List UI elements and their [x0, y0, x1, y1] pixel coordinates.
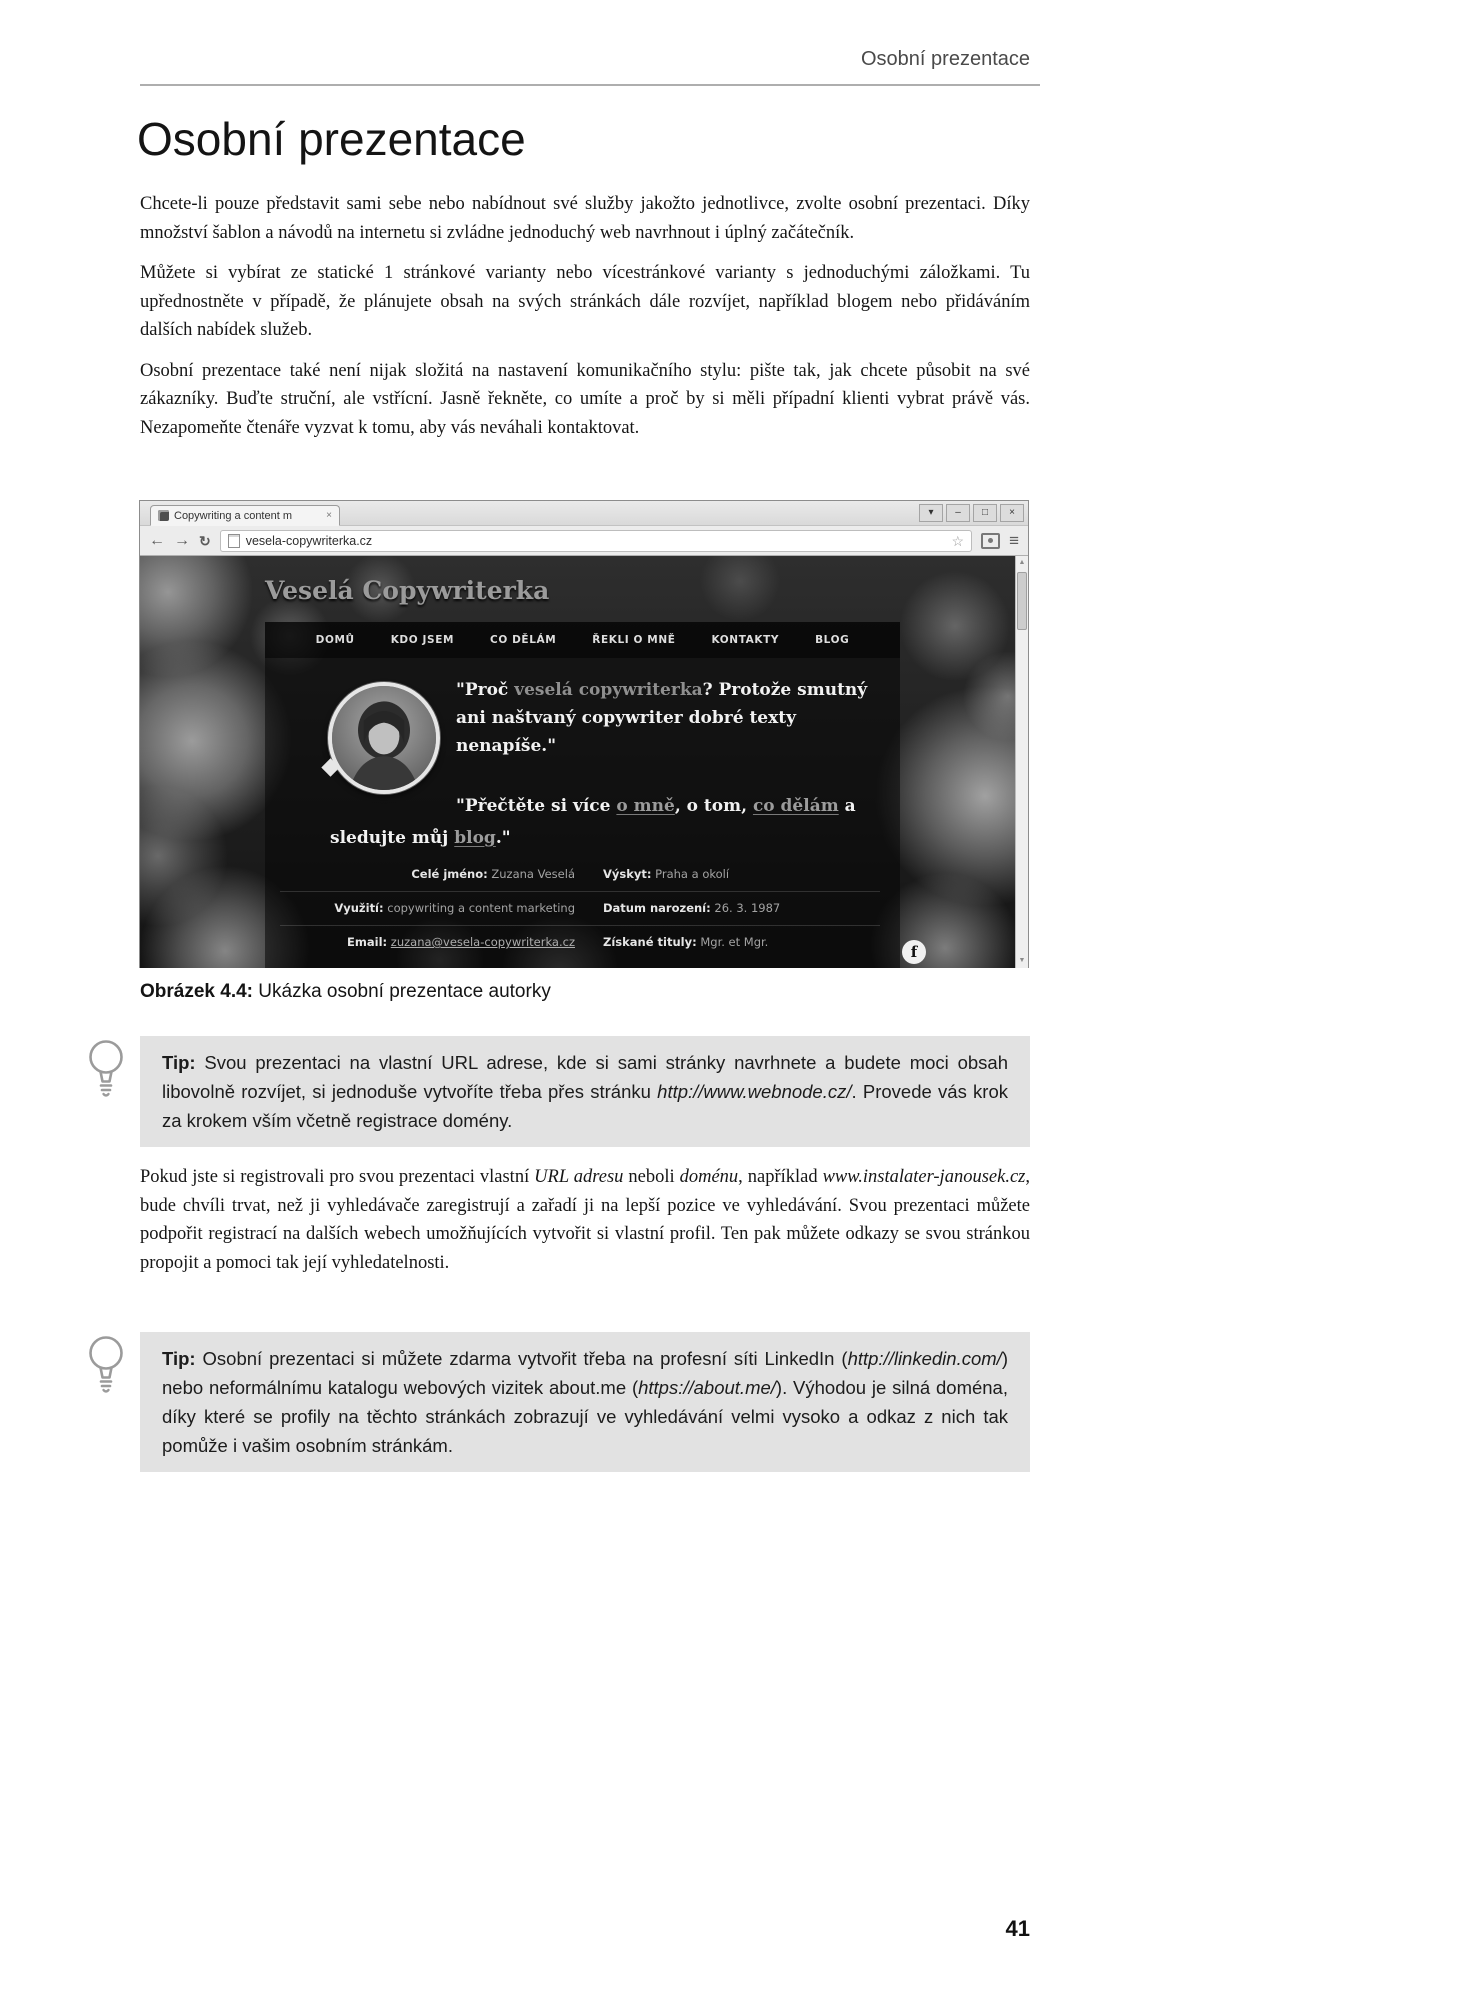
paragraph: Chcete-li pouze představit sami sebe nebo nabídnout své služby jakožto jednotlivce, zvolte osobní prezentaci. Díky množství šablon a návodů na internetu si zvládne jednoduchý web navrhnout i úplný začátečník. — [140, 194, 1030, 243]
info-row — [280, 858, 880, 891]
info-value: Mgr. et Mgr. — [700, 935, 769, 949]
info-label: Výskyt: — [603, 867, 652, 881]
url-bar[interactable] — [220, 530, 972, 552]
close-button[interactable]: × — [1000, 504, 1024, 522]
window-menu-icon[interactable]: ▾ — [919, 504, 943, 522]
lightbulb-icon — [82, 1036, 130, 1100]
info-label: Celé jméno: — [411, 867, 488, 881]
url-text: vesela-copywriterka.cz — [245, 533, 373, 548]
avatar-photo — [328, 682, 440, 794]
reload-button[interactable]: ↻ — [199, 532, 211, 549]
nav-item-co-delam[interactable]: CO DĚLÁM — [490, 634, 557, 646]
camera-icon[interactable] — [981, 533, 1000, 549]
avatar — [328, 682, 440, 794]
maximize-button[interactable]: □ — [973, 504, 997, 522]
paragraph: Pokud jste si registrovali pro svou prezentaci vlastní URL adresu neboli doménu, například www.instalater-janousek.cz, bude chvíli trvat, než ji vyhledávače zaregistrují a zařadí ji na lepší pozice ve vyhledávání. Svou prezentaci můžete podpořit registrací na dalších webech umožňujících vytvořit si vlastní profil. Ten pak můžete odkazy se svou stránkou propojit a pomoci tak její vyhledatelnosti. — [140, 1167, 1030, 1273]
nav-item-domu[interactable]: DOMŮ — [315, 634, 355, 646]
browser-toolbar — [140, 526, 1028, 556]
info-label: Datum narození: — [603, 901, 711, 915]
link-o-mne[interactable]: o mně — [616, 796, 675, 816]
person-silhouette-icon — [332, 686, 436, 790]
nav-item-kdo-jsem[interactable]: KDO JSEM — [390, 634, 455, 646]
link-vesela-copywriterka[interactable]: veselá copywriterka — [514, 680, 703, 700]
bookmark-star-icon[interactable]: ☆ — [951, 532, 965, 549]
profile-info-table — [280, 858, 880, 959]
tip-box-2: Tip: Osobní prezentaci si můžete zdarma vytvořit třeba na profesní síti LinkedIn (http://linkedin.com/) nebo neformálnímu katalogu webových vizitek about.me (https://about.me/). Výhodou je silná doména, díky které se profily na těchto stránkách zobrazují ve vyhledávání velmi vysoko a odkaz z nich tak pomůže i vašim osobním stránkám. — [140, 1332, 1030, 1472]
nav-item-rekli-o-mne[interactable]: ŘEKLI O MNĚ — [592, 634, 676, 646]
paragraph: Osobní prezentace také není nijak složitá na nastavení komunikačního stylu: pište tak, jak chcete působit na své zákazníky. Buďte struční, ale vstřícní. Jasně řekněte, co umíte a proč by si měli případní klienti vybrat právě vás. Nezapomeňte čtenáře vyzvat k tomu, aby vás neváhali kontaktovat. — [140, 360, 1030, 438]
secondary-quote-line2: sledujte můj blog." — [330, 828, 511, 848]
info-value: 26. 3. 1987 — [714, 901, 781, 915]
figure-caption-label: Obrázek 4.4: — [140, 981, 253, 1002]
site-logo[interactable]: Veselá Copywriterka — [265, 576, 550, 605]
tab-title: Copywriting a content m — [174, 509, 292, 522]
paragraph: Můžete si vybírat ze statické 1 stránkové varianty nebo vícestránkové varianty s jednoduchými záložkami. Tu upřednostněte v případě, že plánujete obsah na svých stránkách dále rozvíjet, například blogem nebo přidáváním dalších nabídek služeb. — [140, 263, 1030, 340]
scroll-down-icon[interactable]: ▼ — [1018, 957, 1026, 964]
intro-paragraphs — [140, 190, 1030, 442]
page-title: Osobní prezentace — [137, 113, 526, 165]
minimize-button[interactable]: – — [946, 504, 970, 522]
site-viewport — [140, 556, 1028, 968]
info-row — [280, 925, 880, 959]
favicon-icon — [158, 510, 169, 521]
info-value: Praha a okolí — [655, 867, 730, 881]
scrollbar[interactable] — [1015, 556, 1028, 968]
page-number: 41 — [1005, 1916, 1030, 1941]
figure-caption — [140, 981, 1031, 1003]
figure-caption-text: Ukázka osobní prezentace autorky — [253, 981, 551, 1002]
browser-window — [139, 500, 1029, 968]
window-controls — [919, 504, 1024, 522]
hero-quote: "Proč veselá copywriterka? Protože smutný ani naštvaný copywriter dobré texty nenapíše." — [456, 680, 868, 756]
link-blog[interactable]: blog — [454, 828, 496, 848]
scrollbar-thumb[interactable] — [1017, 572, 1027, 630]
site-nav — [265, 622, 900, 658]
figure-screenshot — [139, 500, 1031, 1003]
tip-box-1: Tip: Svou prezentaci na vlastní URL adrese, kde si sami stránky navrhnete a budete moci obsah libovolně rozvíjet, si jednoduše vytvoříte třeba přes stránku http://www.webnode.cz/. Provede vás krok za krokem vším včetně registrace domény. — [140, 1036, 1030, 1147]
info-label: Email: — [347, 935, 388, 949]
email-link[interactable]: zuzana@vesela-copywriterka.cz — [390, 935, 575, 949]
header-rule — [140, 84, 1040, 86]
info-label: Využití: — [334, 901, 384, 915]
browser-tab[interactable] — [150, 505, 340, 526]
tab-close-icon[interactable]: × — [326, 509, 332, 521]
page-icon — [228, 534, 240, 548]
nav-item-blog[interactable]: BLOG — [815, 634, 850, 646]
info-row — [280, 891, 880, 925]
back-button[interactable]: ← — [149, 531, 165, 549]
body-paragraph-4 — [140, 1163, 1030, 1277]
nav-item-kontakty[interactable]: KONTAKTY — [711, 634, 780, 646]
info-value: copywriting a content marketing — [387, 901, 575, 915]
lightbulb-icon — [82, 1332, 130, 1396]
secondary-quote-line1: "Přečtěte si více o mně, o tom, co dělám a — [456, 796, 856, 816]
running-header: Osobní prezentace — [861, 48, 1030, 70]
forward-button[interactable]: → — [174, 531, 190, 549]
scroll-up-icon[interactable]: ▲ — [1018, 559, 1026, 566]
info-value: Zuzana Veselá — [491, 867, 575, 881]
link-co-delam[interactable]: co dělám — [752, 796, 839, 816]
facebook-icon[interactable]: f — [902, 940, 926, 964]
info-label: Získané tituly: — [603, 935, 697, 949]
menu-icon[interactable]: ≡ — [1009, 531, 1019, 550]
browser-tabbar — [140, 501, 1028, 526]
